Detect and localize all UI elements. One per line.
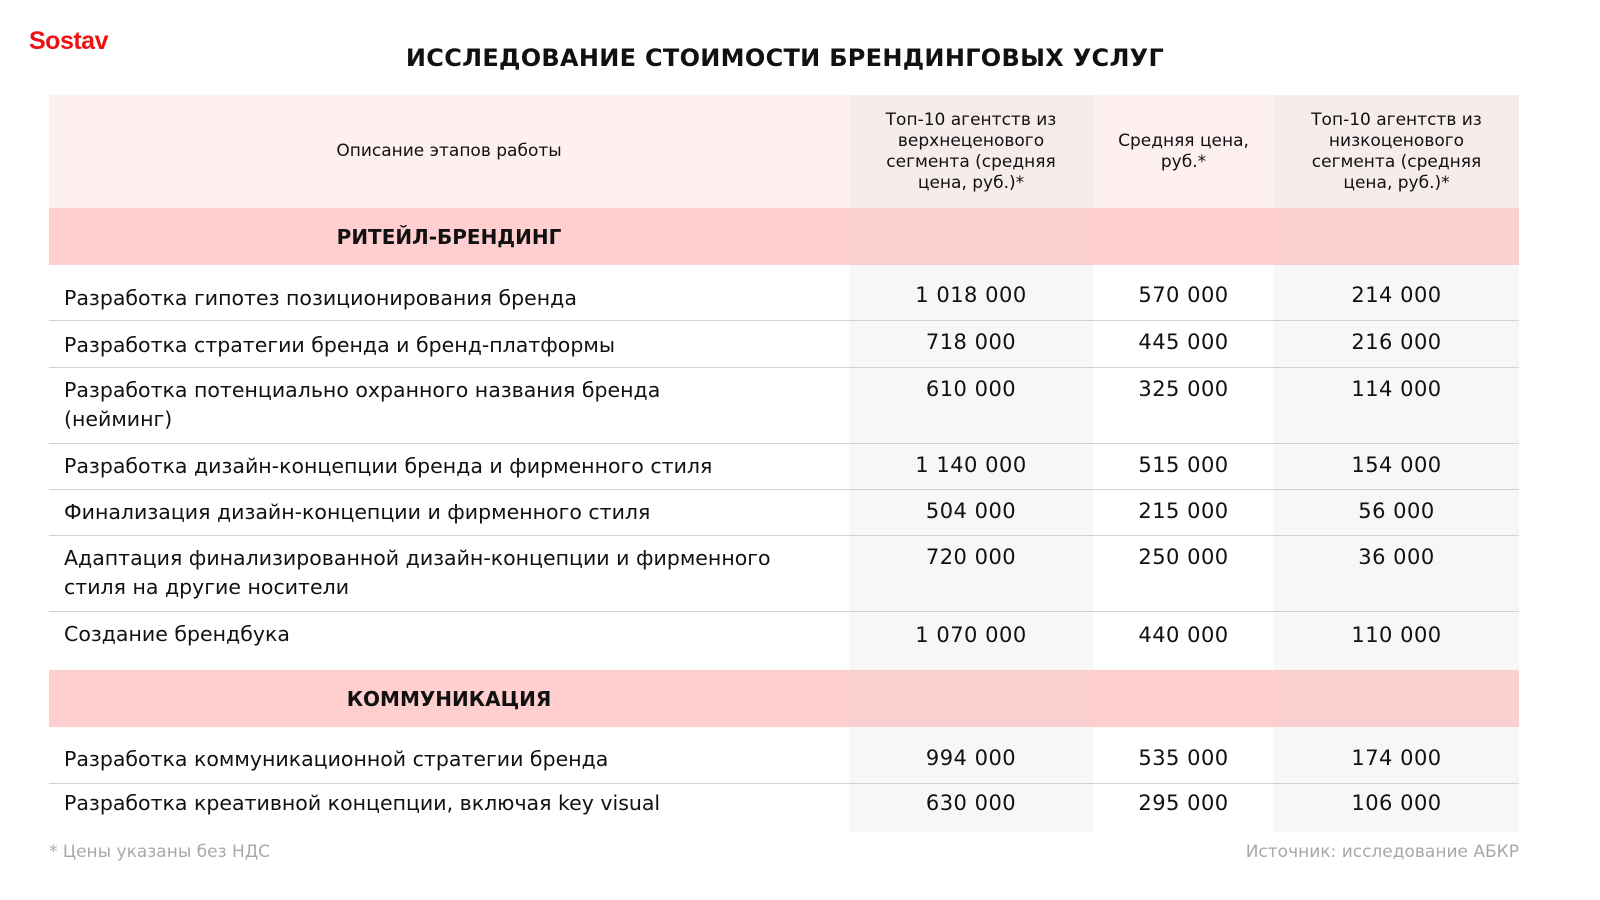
section-row [49, 208, 1519, 265]
header-top-high-label: Топ-10 агентств из верхнеценового сегмента (средняя цена, руб.)* [885, 109, 1057, 193]
table-row [49, 444, 1519, 490]
row-description: Разработка коммуникационной стратегии бренда [64, 747, 609, 771]
source-note: Источник: исследование АБКР [1245, 842, 1519, 862]
row-average: 250 000 [1093, 536, 1274, 612]
table-row [49, 536, 1519, 612]
row-average: 535 000 [1093, 727, 1274, 784]
section-title: КОММУНИКАЦИЯ [346, 686, 552, 711]
row-top-low: 56 000 [1274, 490, 1519, 536]
row-description: Разработка дизайн-концепции бренда и фирменного стиля [64, 454, 713, 478]
table-row [49, 727, 1519, 784]
row-average: 295 000 [1093, 784, 1274, 832]
table-row [49, 490, 1519, 536]
row-top-high: 720 000 [849, 536, 1093, 612]
header-top-low-label: Топ-10 агентств из низкоценового сегмента (средняя цена, руб.)* [1311, 109, 1482, 193]
row-top-high: 1 070 000 [849, 612, 1093, 670]
section-cell [1093, 670, 1274, 727]
row-top-low: 106 000 [1274, 784, 1519, 832]
row-description: Разработка потенциально охранного названия бренда (нейминг) [64, 378, 661, 431]
section-cell [1274, 208, 1519, 265]
row-top-high: 1 140 000 [849, 444, 1093, 490]
row-average: 570 000 [1093, 265, 1274, 321]
row-average: 325 000 [1093, 368, 1274, 444]
section-title: РИТЕЙЛ-БРЕНДИНГ [336, 224, 562, 249]
row-top-high: 630 000 [849, 784, 1093, 832]
section-cell [1274, 670, 1519, 727]
row-top-low: 114 000 [1274, 368, 1519, 444]
row-top-low: 216 000 [1274, 321, 1519, 368]
table-header [49, 95, 1519, 208]
header-average-label: Средняя цена, руб.* [1118, 130, 1249, 172]
footnote: * Цены указаны без НДС [49, 842, 270, 862]
table-row [49, 265, 1519, 321]
row-description: Разработка гипотез позиционирования бренда [64, 286, 577, 310]
row-top-low: 174 000 [1274, 727, 1519, 784]
row-average: 515 000 [1093, 444, 1274, 490]
row-top-high: 504 000 [849, 490, 1093, 536]
row-top-high: 994 000 [849, 727, 1093, 784]
row-top-low: 36 000 [1274, 536, 1519, 612]
sostav-logo[interactable]: Sostav [29, 27, 108, 55]
table-row [49, 368, 1519, 444]
section-row [49, 670, 1519, 727]
row-top-high: 718 000 [849, 321, 1093, 368]
row-top-low: 214 000 [1274, 265, 1519, 321]
row-average: 215 000 [1093, 490, 1274, 536]
row-description: Разработка креативной концепции, включая key visual [64, 791, 661, 815]
section-cell [849, 208, 1093, 265]
row-description: Финализация дизайн-концепции и фирменного стиля [64, 500, 651, 524]
row-description: Адаптация финализированной дизайн-концепции и фирменного стиля на другие носители [64, 546, 771, 599]
header-top-high [849, 95, 1093, 208]
row-average: 440 000 [1093, 612, 1274, 670]
row-average: 445 000 [1093, 321, 1274, 368]
row-top-low: 154 000 [1274, 444, 1519, 490]
row-description: Разработка стратегии бренда и бренд-платформы [64, 333, 616, 357]
row-description: Создание брендбука [64, 622, 290, 646]
header-top-low [1274, 95, 1519, 208]
row-top-high: 1 018 000 [849, 265, 1093, 321]
header-average [1093, 95, 1274, 208]
pricing-table [49, 95, 1519, 832]
row-top-low: 110 000 [1274, 612, 1519, 670]
table-row [49, 612, 1519, 670]
section-cell [1093, 208, 1274, 265]
header-description: Описание этапов работы [336, 141, 562, 161]
section-cell [849, 670, 1093, 727]
table-row [49, 321, 1519, 368]
table-row [49, 784, 1519, 832]
row-top-high: 610 000 [849, 368, 1093, 444]
page-title: ИССЛЕДОВАНИЕ СТОИМОСТИ БРЕНДИНГОВЫХ УСЛУГ [405, 44, 1165, 72]
